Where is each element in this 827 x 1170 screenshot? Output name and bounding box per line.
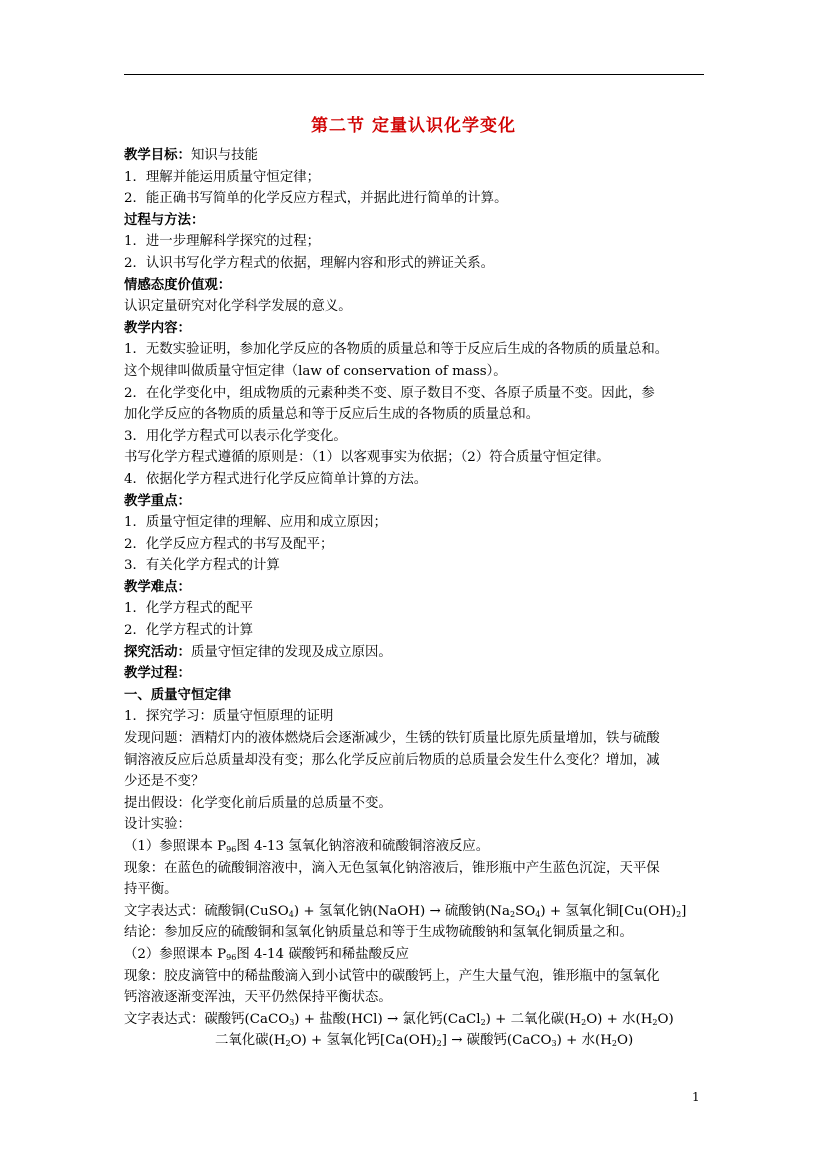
observation-2: 钙溶液逐渐变浑浊，天平仍然保持平衡状态。 [124,990,392,1006]
eq1-part: ) + 氢氧化钠(NaOH) → 硫酸钠(Na [293,903,511,919]
eq3-sub: 2 [611,1039,617,1049]
experiment-2 [124,944,706,966]
difficulty-item: 2．化学方程式的计算 [124,623,254,639]
eq1-sub: 4 [288,909,294,919]
section-heading: 一、质量守恒定律 [124,687,232,703]
experiment-1 [124,836,706,858]
content-item: 1．无数实验证明，参加化学反应的各物质的质量总和等于反应后生成的各物质的质量总和。 [124,342,669,358]
content-item: 4．依据化学方程式进行化学反应简单计算的方法。 [124,471,428,487]
content-label: 教学内容： [124,320,191,336]
content-item: 书写化学方程式遵循的原则是：（1）以客观事实为依据；（2）符合质量守恒定律。 [124,450,610,466]
eq2-sub: 2 [652,1017,658,1027]
eq2-part: 文字表达式：碳酸钙(CaCO [124,1011,290,1027]
conclusion-1: 结论：参加反应的硫酸铜和氢氧化钠质量总和等于生成物硫酸钠和氢氧化铜质量之和。 [124,925,633,941]
key-item: 2．化学反应方程式的书写及配平； [124,536,334,552]
content-item: 3．用化学方程式可以表示化学变化。 [124,428,347,444]
problem-line: 少还是不变？ [124,774,205,790]
goals-sub: 知识与技能 [190,148,258,163]
eq3-part: ] → 碳酸钙(CaCO [441,1033,552,1049]
exp2-text-b: 图 4-14 碳酸钙和稀盐酸反应 [236,946,409,962]
exp1-text-a: （1）参照课本 P [124,839,227,854]
exp2-sub: 96 [226,952,237,962]
eq3-part: O) + 氢氧化钙[Ca(OH) [290,1033,437,1049]
process-item: 1．进一步理解科学探究的过程； [124,234,320,250]
eq2-part: ) + 盐酸(HCl) → 氯化钙(CaCl [294,1011,481,1027]
eq2-sub: 2 [480,1017,486,1027]
eq2-sub: 2 [581,1017,587,1027]
emotion-text: 认识定量研究对化学科学发展的意义。 [124,299,352,315]
eq2-part: O) [657,1011,674,1027]
header-rule [124,74,704,75]
eq3-part: O) [616,1033,634,1049]
equation-3 [124,1030,706,1052]
eq1-sub: 4 [535,909,541,919]
document-body [124,145,706,1052]
goals-line [124,145,706,167]
page-number: 1 [692,1090,700,1104]
observation-1: 持平衡。 [124,882,178,898]
eq3-sub: 2 [436,1039,442,1049]
design-label: 设计实验： [124,817,191,833]
eq3-part: 二氧化碳(H [215,1033,286,1049]
content-item: 这个规律叫做质量守恒定律（law of conservation of mass）。 [124,363,507,379]
key-item: 1．质量守恒定律的理解、应用和成立原因； [124,515,387,531]
exp1-text-b: 图 4-13 氢氧化钠溶液和硫酸铜溶液反应。 [236,839,490,854]
equation-2 [124,1009,706,1031]
key-label: 教学重点： [124,493,191,509]
emotion-label: 情感态度价值观： [124,277,232,293]
problem-line: 发现问题：酒精灯内的液体燃烧后会逐渐减少，生锈的铁钉质量比原先质量增加，铁与硫酸 [124,731,660,747]
hypothesis: 提出假设：化学变化前后质量的总质量不变。 [124,795,392,811]
key-item: 3．有关化学方程式的计算 [124,558,280,574]
equation-1 [124,901,706,923]
goals-label: 教学目标： [124,148,191,163]
explore-label: 探究活动： [124,644,191,660]
content-item: 2．在化学变化中，组成物质的元素种类不变、原子数目不变、各原子质量不变。因此，参 [124,385,655,401]
process-label: 过程与方法： [124,212,205,228]
eq1-part: SO [515,903,536,919]
eq3-part: ) + 水(H [556,1033,612,1049]
goal-item: 1．理解并能运用质量守恒定律； [124,169,320,185]
eq1-part: 文字表达式：硫酸铜(CuSO [124,903,289,919]
observation-2: 现象：胶皮滴管中的稀盐酸滴入到小试管中的碳酸钙上，产生大量气泡，锥形瓶中的氢氧化 [124,968,660,984]
difficulty-item: 1．化学方程式的配平 [124,601,254,617]
procedure-label: 教学过程： [124,666,191,682]
eq3-sub: 3 [551,1039,557,1049]
exp1-sub: 96 [226,845,237,854]
eq1-sub: 2 [676,909,682,919]
eq2-part: ) + 二氧化碳(H [485,1011,582,1027]
process-item: 2．认识书写化学方程式的依据，理解内容和形式的辨证关系。 [124,255,495,271]
explore-line [124,642,706,664]
eq2-sub: 3 [289,1017,295,1027]
difficulty-label: 教学难点： [124,579,191,595]
eq1-part: ) + 氢氧化铜[Cu(OH) [540,903,677,919]
eq1-part: ] [681,903,687,919]
exp2-text-a: （2）参照课本 P [124,946,227,962]
eq1-sub: 2 [510,909,516,919]
goal-item: 2．能正确书写简单的化学反应方程式，并据此进行简单的计算。 [124,191,508,207]
eq2-part: O) + 水(H [586,1011,653,1027]
content-item: 加化学反应的各物质的质量总和等于反应后生成的各物质的质量总和。 [124,407,540,423]
observation-1: 现象：在蓝色的硫酸铜溶液中，滴入无色氢氧化钠溶液后，锥形瓶中产生蓝色沉淀，天平保 [124,860,660,876]
eq3-sub: 2 [285,1039,291,1049]
page-title: 第二节 定量认识化学变化 [311,116,516,136]
explore-text: 质量守恒定律的发现及成立原因。 [190,644,392,660]
inquiry-title: 1．探究学习：质量守恒原理的证明 [124,709,334,725]
problem-line: 铜溶液反应后总质量却没有变；那么化学反应前后物质的总质量会发生什么变化？增加，减 [124,752,660,768]
